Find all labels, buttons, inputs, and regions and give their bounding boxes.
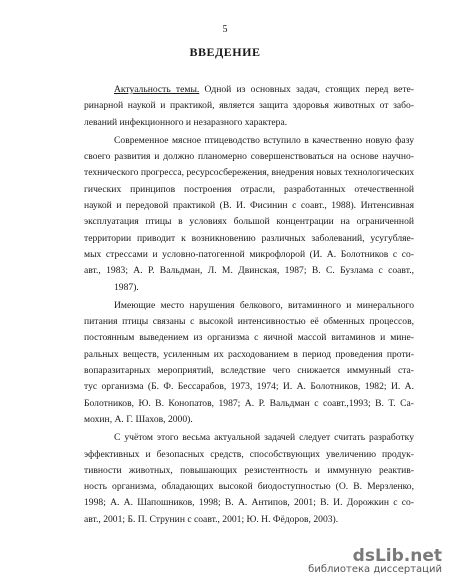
paragraph-line: своего развития и должно планомерно совершенствоваться на основе научно- [84, 151, 414, 163]
paragraph-line: С учётом этого весьма актуальной задачей следует считать разработку [114, 432, 414, 444]
paragraph-line: технического прогресса, ресурсосбережения, внедрения новых технологических [84, 167, 414, 179]
paragraph-line: ринарной наукой и практикой, является защита здоровья животных от забо- [84, 100, 414, 112]
paragraph-line: мых стрессами и условно-патогенной микрофлорой (И. А. Болотников с со- [84, 248, 414, 260]
paragraph-line: 1987). [114, 281, 139, 293]
paragraph-line: питания птицы связаны с высокой интенсивностью её обменных процессов, [84, 316, 414, 328]
paragraph-line: эффективных и безопасных средств, способствующих увеличению продук- [84, 448, 414, 460]
watermark [308, 546, 442, 575]
document-body [84, 82, 414, 528]
paragraph-line: ральных веществ, усиленным их расходованием в период проведения проти- [84, 348, 414, 360]
paragraph-line: леваний инфекционного и незаразного характера. [84, 116, 288, 128]
topic-lead: Актуальность темы. [114, 84, 200, 95]
watermark-subtitle: библиотека диссертаций [308, 564, 442, 575]
paragraph-line: наукой и передовой практикой (В. И. Фисинин с соавт., 1988). Интенсивная [84, 200, 414, 212]
paragraph-line: 1998; А. А. Шапошников, 1998; В. А. Антипов, 2001; В. И. Дорожкин с со- [84, 497, 414, 509]
paragraph-line: Болотников, Ю. В. Конопатов, 1987; А. Р. Вальдман с соавт.,1993; В. Т. Са- [84, 397, 414, 409]
paragraph-line: территории приводит к возникновению различных заболеваний, усугубляе- [84, 232, 414, 244]
paragraph-line: тивности животных, повышающих резистентность и иммунную реактив- [84, 464, 414, 476]
page-title: ВВЕДЕНИЕ [189, 45, 261, 59]
paragraph-line: гических принципов построения отрасли, разработанных отечественной [84, 183, 414, 195]
paragraph-line: тус организма (Б. Ф. Бессарабов, 1973, 1974; И. А. Болотников, 1982; И. А. [84, 381, 414, 393]
paragraph-line: эксплуатация птицы в условиях большой концентрации на ограниченной [84, 216, 414, 228]
watermark-logo: dsLib.net [352, 546, 442, 566]
paragraph-line: Современное мясное птицеводство вступило в качественно новую фазу [114, 134, 414, 146]
paragraph-line: ность организма, обладающих высокой биодоступностью (О. В. Мерзленко, [84, 481, 414, 493]
paragraph-line: Актуальность темы. Одной из основных задач, стоящих перед вете- [114, 84, 414, 95]
paragraph-line: Имеющие место нарушения белкового, витаминного и минерального [114, 299, 414, 311]
paragraph-line: мохин, А. Г. Шахов, 2000). [84, 413, 193, 425]
paragraph-line: вопаразитарных мероприятий, вследствие чего снижается иммунный ста- [84, 365, 414, 377]
paragraph-line: авт., 2001; Б. П. Струнин с соавт., 2001; Ю. Н. Фёдоров, 2003). [84, 513, 339, 525]
page-number: 5 [222, 24, 228, 35]
paragraph-line: постоянным выведением из организма с яичной массой витаминов и мине- [84, 332, 414, 344]
paragraph-line: авт., 1983; А. Р. Вальдман, Л. М. Двинская, 1987; В. С. Бузлама с соавт., [84, 265, 414, 277]
